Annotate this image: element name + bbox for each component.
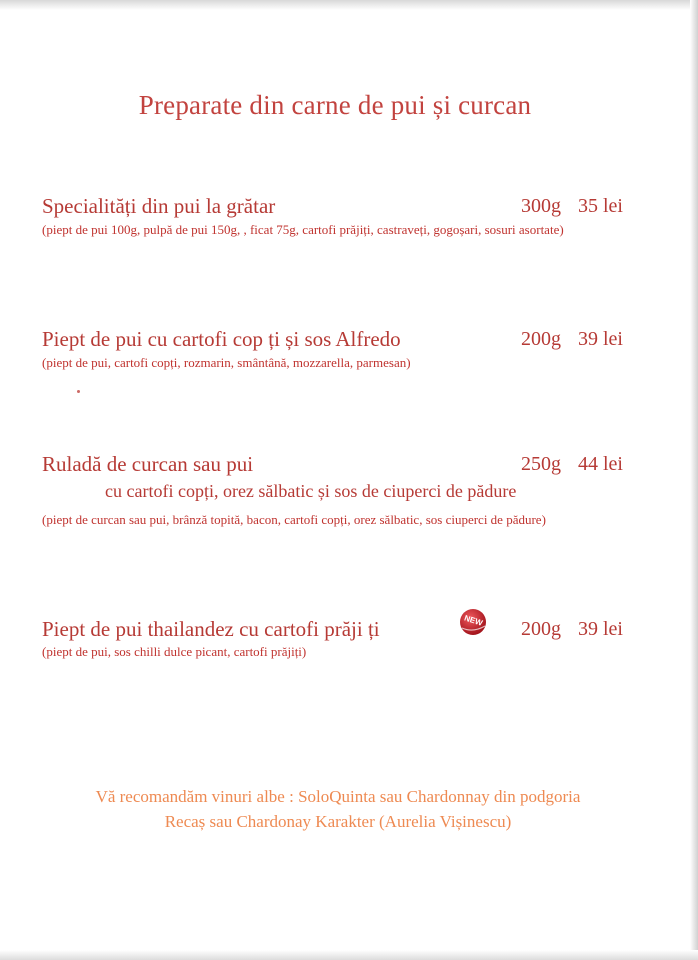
new-badge-text: NEW xyxy=(463,613,484,628)
menu-item-subtitle: cu cartofi copți, orez sălbatic și sos de ciuperci de pădure xyxy=(105,481,517,501)
print-speck xyxy=(77,390,80,393)
menu-item-description: (piept de pui, cartofi copți, rozmarin, smântână, mozzarella, parmesan) xyxy=(42,355,411,370)
menu-item-name: Piept de pui thailandez cu cartofi prăji ți xyxy=(42,617,380,641)
menu-item-name: Piept de pui cu cartofi cop ți și sos Alfredo xyxy=(42,327,401,351)
wine-recommendation-line: Recaș sau Chardonay Karakter (Aurelia Vișinescu) xyxy=(164,812,512,831)
menu-item-weight: 250g xyxy=(521,453,561,475)
page-shadow-top xyxy=(0,0,698,10)
wine-recommendation-line: Vă recomandăm vinuri albe : SoloQuinta sau Chardonnay din podgoria xyxy=(95,787,581,806)
menu-item-description: (piept de curcan sau pui, brânză topită, bacon, cartofi copți, orez sălbatic, sos ciuperci de pădure) xyxy=(42,512,546,527)
menu-item-name: Specialități din pui la grătar xyxy=(42,194,276,218)
wine-recommendation xyxy=(0,784,676,834)
menu-item-description: (piept de pui, sos chilli dulce picant, cartofi prăjiți) xyxy=(42,644,307,659)
menu-item-price: 39 lei xyxy=(578,328,623,350)
new-badge-icon xyxy=(458,607,488,637)
menu-item-weight: 200g xyxy=(521,618,561,640)
menu-item-price: 35 lei xyxy=(578,195,623,217)
menu-item-description: (piept de pui 100g, pulpă de pui 150g, , ficat 75g, cartofi prăjiți, castraveți, gogoșari, sosuri asortate) xyxy=(42,222,564,237)
page-shadow-bottom xyxy=(0,950,698,960)
menu-item-price: 39 lei xyxy=(578,618,623,640)
menu-item-name: Ruladă de curcan sau pui xyxy=(42,452,254,476)
page-shadow-right xyxy=(690,0,698,960)
menu-item-price: 44 lei xyxy=(578,453,623,475)
menu-item-weight: 300g xyxy=(521,195,561,217)
menu-item-weight: 200g xyxy=(521,328,561,350)
menu-section-title: Preparate din carne de pui și curcan xyxy=(138,90,532,120)
